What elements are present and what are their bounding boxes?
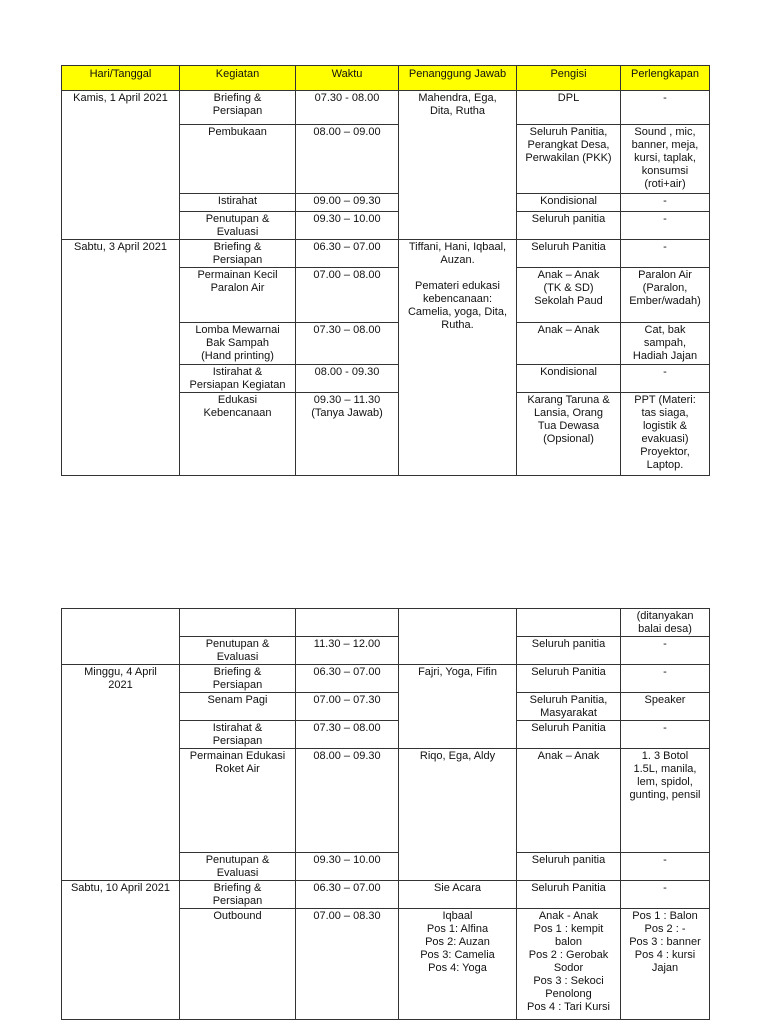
perlengkapan-cell: -: [621, 194, 710, 212]
pengisi-cell: Anak - Anak Pos 1 : kempit balon Pos 2 : Gerobak Sodor Pos 3 : Sekoci Penolong Pos 4 : Tari Kursi: [517, 909, 621, 1020]
waktu-cell: 07.30 – 08.00: [296, 323, 399, 365]
kegiatan-cell: Lomba Mewarnai Bak Sampah (Hand printing): [180, 323, 296, 365]
perlengkapan-cell: Pos 1 : Balon Pos 2 : - Pos 3 : banner Pos 4 : kursi Jajan: [621, 909, 710, 1020]
perlengkapan-cell: -: [621, 853, 710, 881]
kegiatan-cell: Penutupan & Evaluasi: [180, 637, 296, 665]
perlengkapan-cell: PPT (Materi: tas siaga, logistik & evakuasi) Proyektor, Laptop.: [621, 393, 710, 476]
day-cell: Sabtu, 10 April 2021: [62, 881, 180, 1020]
kegiatan-cell: Edukasi Kebencanaan: [180, 393, 296, 476]
table-row: [62, 881, 710, 909]
waktu-cell: 07.00 – 07.30: [296, 693, 399, 721]
pengisi-cell: Anak – Anak: [517, 749, 621, 853]
pj-cell: Iqbaal Pos 1: Alfina Pos 2: Auzan Pos 3: Camelia Pos 4: Yoga: [399, 909, 517, 1020]
waktu-cell: 09.30 – 10.00: [296, 212, 399, 240]
waktu-cell: 09.30 – 11.30 (Tanya Jawab): [296, 393, 399, 476]
kegiatan-cell: Briefing & Persiapan: [180, 665, 296, 693]
schedule-table-2: [61, 608, 710, 1020]
pj-cell: Tiffani, Hani, Iqbaal, Auzan. Pemateri edukasi kebencanaan: Camelia, yoga, Dita, Rutha.: [399, 240, 517, 476]
kegiatan-cell: Senam Pagi: [180, 693, 296, 721]
waktu-cell: 06.30 – 07.00: [296, 240, 399, 268]
table-row: [62, 91, 710, 125]
pj-cell: Riqo, Ega, Aldy: [399, 749, 517, 881]
table-row: [62, 609, 710, 637]
pengisi-cell: DPL: [517, 91, 621, 125]
header-row: [62, 66, 710, 91]
pengisi-cell: Seluruh Panitia: [517, 721, 621, 749]
pengisi-cell: Karang Taruna & Lansia, Orang Tua Dewasa (Opsional): [517, 393, 621, 476]
kegiatan-cell: Briefing & Persiapan: [180, 91, 296, 125]
waktu-cell: 06.30 – 07.00: [296, 881, 399, 909]
pengisi-cell: Seluruh Panitia: [517, 881, 621, 909]
day-cell: Sabtu, 3 April 2021: [62, 240, 180, 476]
pengisi-cell: Seluruh Panitia, Perangkat Desa, Perwakilan (PKK): [517, 125, 621, 194]
perlengkapan-cell: -: [621, 721, 710, 749]
kegiatan-cell: Penutupan & Evaluasi: [180, 853, 296, 881]
pengisi-cell: Seluruh Panitia: [517, 240, 621, 268]
kegiatan-cell: Outbound: [180, 909, 296, 1020]
pj-cell: Mahendra, Ega, Dita, Rutha: [399, 91, 517, 240]
day-cell: [62, 609, 180, 665]
waktu-cell: 07.00 – 08.30: [296, 909, 399, 1020]
schedule-table-1: [61, 65, 710, 476]
pj-cell: Fajri, Yoga, Fifin: [399, 665, 517, 749]
waktu-cell: [296, 609, 399, 637]
kegiatan-cell: Istirahat & Persiapan: [180, 721, 296, 749]
pengisi-cell: Seluruh Panitia: [517, 665, 621, 693]
kegiatan-cell: Briefing & Persiapan: [180, 240, 296, 268]
header-pengisi: Pengisi: [517, 66, 621, 91]
pengisi-cell: Seluruh panitia: [517, 212, 621, 240]
waktu-cell: 09.00 – 09.30: [296, 194, 399, 212]
perlengkapan-cell: (ditanyakan balai desa): [621, 609, 710, 637]
kegiatan-cell: Briefing & Persiapan: [180, 881, 296, 909]
perlengkapan-cell: -: [621, 365, 710, 393]
perlengkapan-cell: Paralon Air (Paralon, Ember/wadah): [621, 268, 710, 323]
kegiatan-cell: Permainan Edukasi Roket Air: [180, 749, 296, 853]
waktu-cell: 09.30 – 10.00: [296, 853, 399, 881]
header-hari-tanggal: Hari/Tanggal: [62, 66, 180, 91]
perlengkapan-cell: 1. 3 Botol 1.5L, manila, lem, spidol, gunting, pensil: [621, 749, 710, 853]
kegiatan-cell: Pembukaan: [180, 125, 296, 194]
pj-cell: Sie Acara: [399, 881, 517, 909]
header-perlengkapan: Perlengkapan: [621, 66, 710, 91]
kegiatan-cell: Istirahat & Persiapan Kegiatan: [180, 365, 296, 393]
day-cell: Minggu, 4 April 2021: [62, 665, 180, 881]
table-row: [62, 665, 710, 693]
header-kegiatan: Kegiatan: [180, 66, 296, 91]
waktu-cell: 08.00 – 09.00: [296, 125, 399, 194]
waktu-cell: 08.00 – 09.30: [296, 749, 399, 853]
perlengkapan-cell: -: [621, 881, 710, 909]
header-penanggung-jawab: Penanggung Jawab: [399, 66, 517, 91]
perlengkapan-cell: -: [621, 91, 710, 125]
perlengkapan-cell: -: [621, 665, 710, 693]
table-row: [62, 240, 710, 268]
perlengkapan-cell: -: [621, 637, 710, 665]
perlengkapan-cell: Cat, bak sampah, Hadiah Jajan: [621, 323, 710, 365]
kegiatan-cell: [180, 609, 296, 637]
waktu-cell: 07.30 – 08.00: [296, 721, 399, 749]
waktu-cell: 11.30 – 12.00: [296, 637, 399, 665]
pengisi-cell: Kondisional: [517, 365, 621, 393]
kegiatan-cell: Permainan Kecil Paralon Air: [180, 268, 296, 323]
pengisi-cell: Seluruh panitia: [517, 637, 621, 665]
pengisi-cell: Anak – Anak: [517, 323, 621, 365]
pengisi-cell: Seluruh Panitia, Masyarakat: [517, 693, 621, 721]
waktu-cell: 07.30 - 08.00: [296, 91, 399, 125]
pengisi-cell: Anak – Anak (TK & SD) Sekolah Paud: [517, 268, 621, 323]
perlengkapan-cell: Speaker: [621, 693, 710, 721]
kegiatan-cell: Istirahat: [180, 194, 296, 212]
perlengkapan-cell: -: [621, 240, 710, 268]
kegiatan-cell: Penutupan & Evaluasi: [180, 212, 296, 240]
perlengkapan-cell: -: [621, 212, 710, 240]
waktu-cell: 07.00 – 08.00: [296, 268, 399, 323]
perlengkapan-cell: Sound , mic, banner, meja, kursi, taplak, konsumsi (roti+air): [621, 125, 710, 194]
waktu-cell: 08.00 - 09.30: [296, 365, 399, 393]
pengisi-cell: [517, 609, 621, 637]
pengisi-cell: Seluruh panitia: [517, 853, 621, 881]
day-cell: Kamis, 1 April 2021: [62, 91, 180, 240]
waktu-cell: 06.30 – 07.00: [296, 665, 399, 693]
pj-cell: [399, 609, 517, 665]
header-waktu: Waktu: [296, 66, 399, 91]
pengisi-cell: Kondisional: [517, 194, 621, 212]
